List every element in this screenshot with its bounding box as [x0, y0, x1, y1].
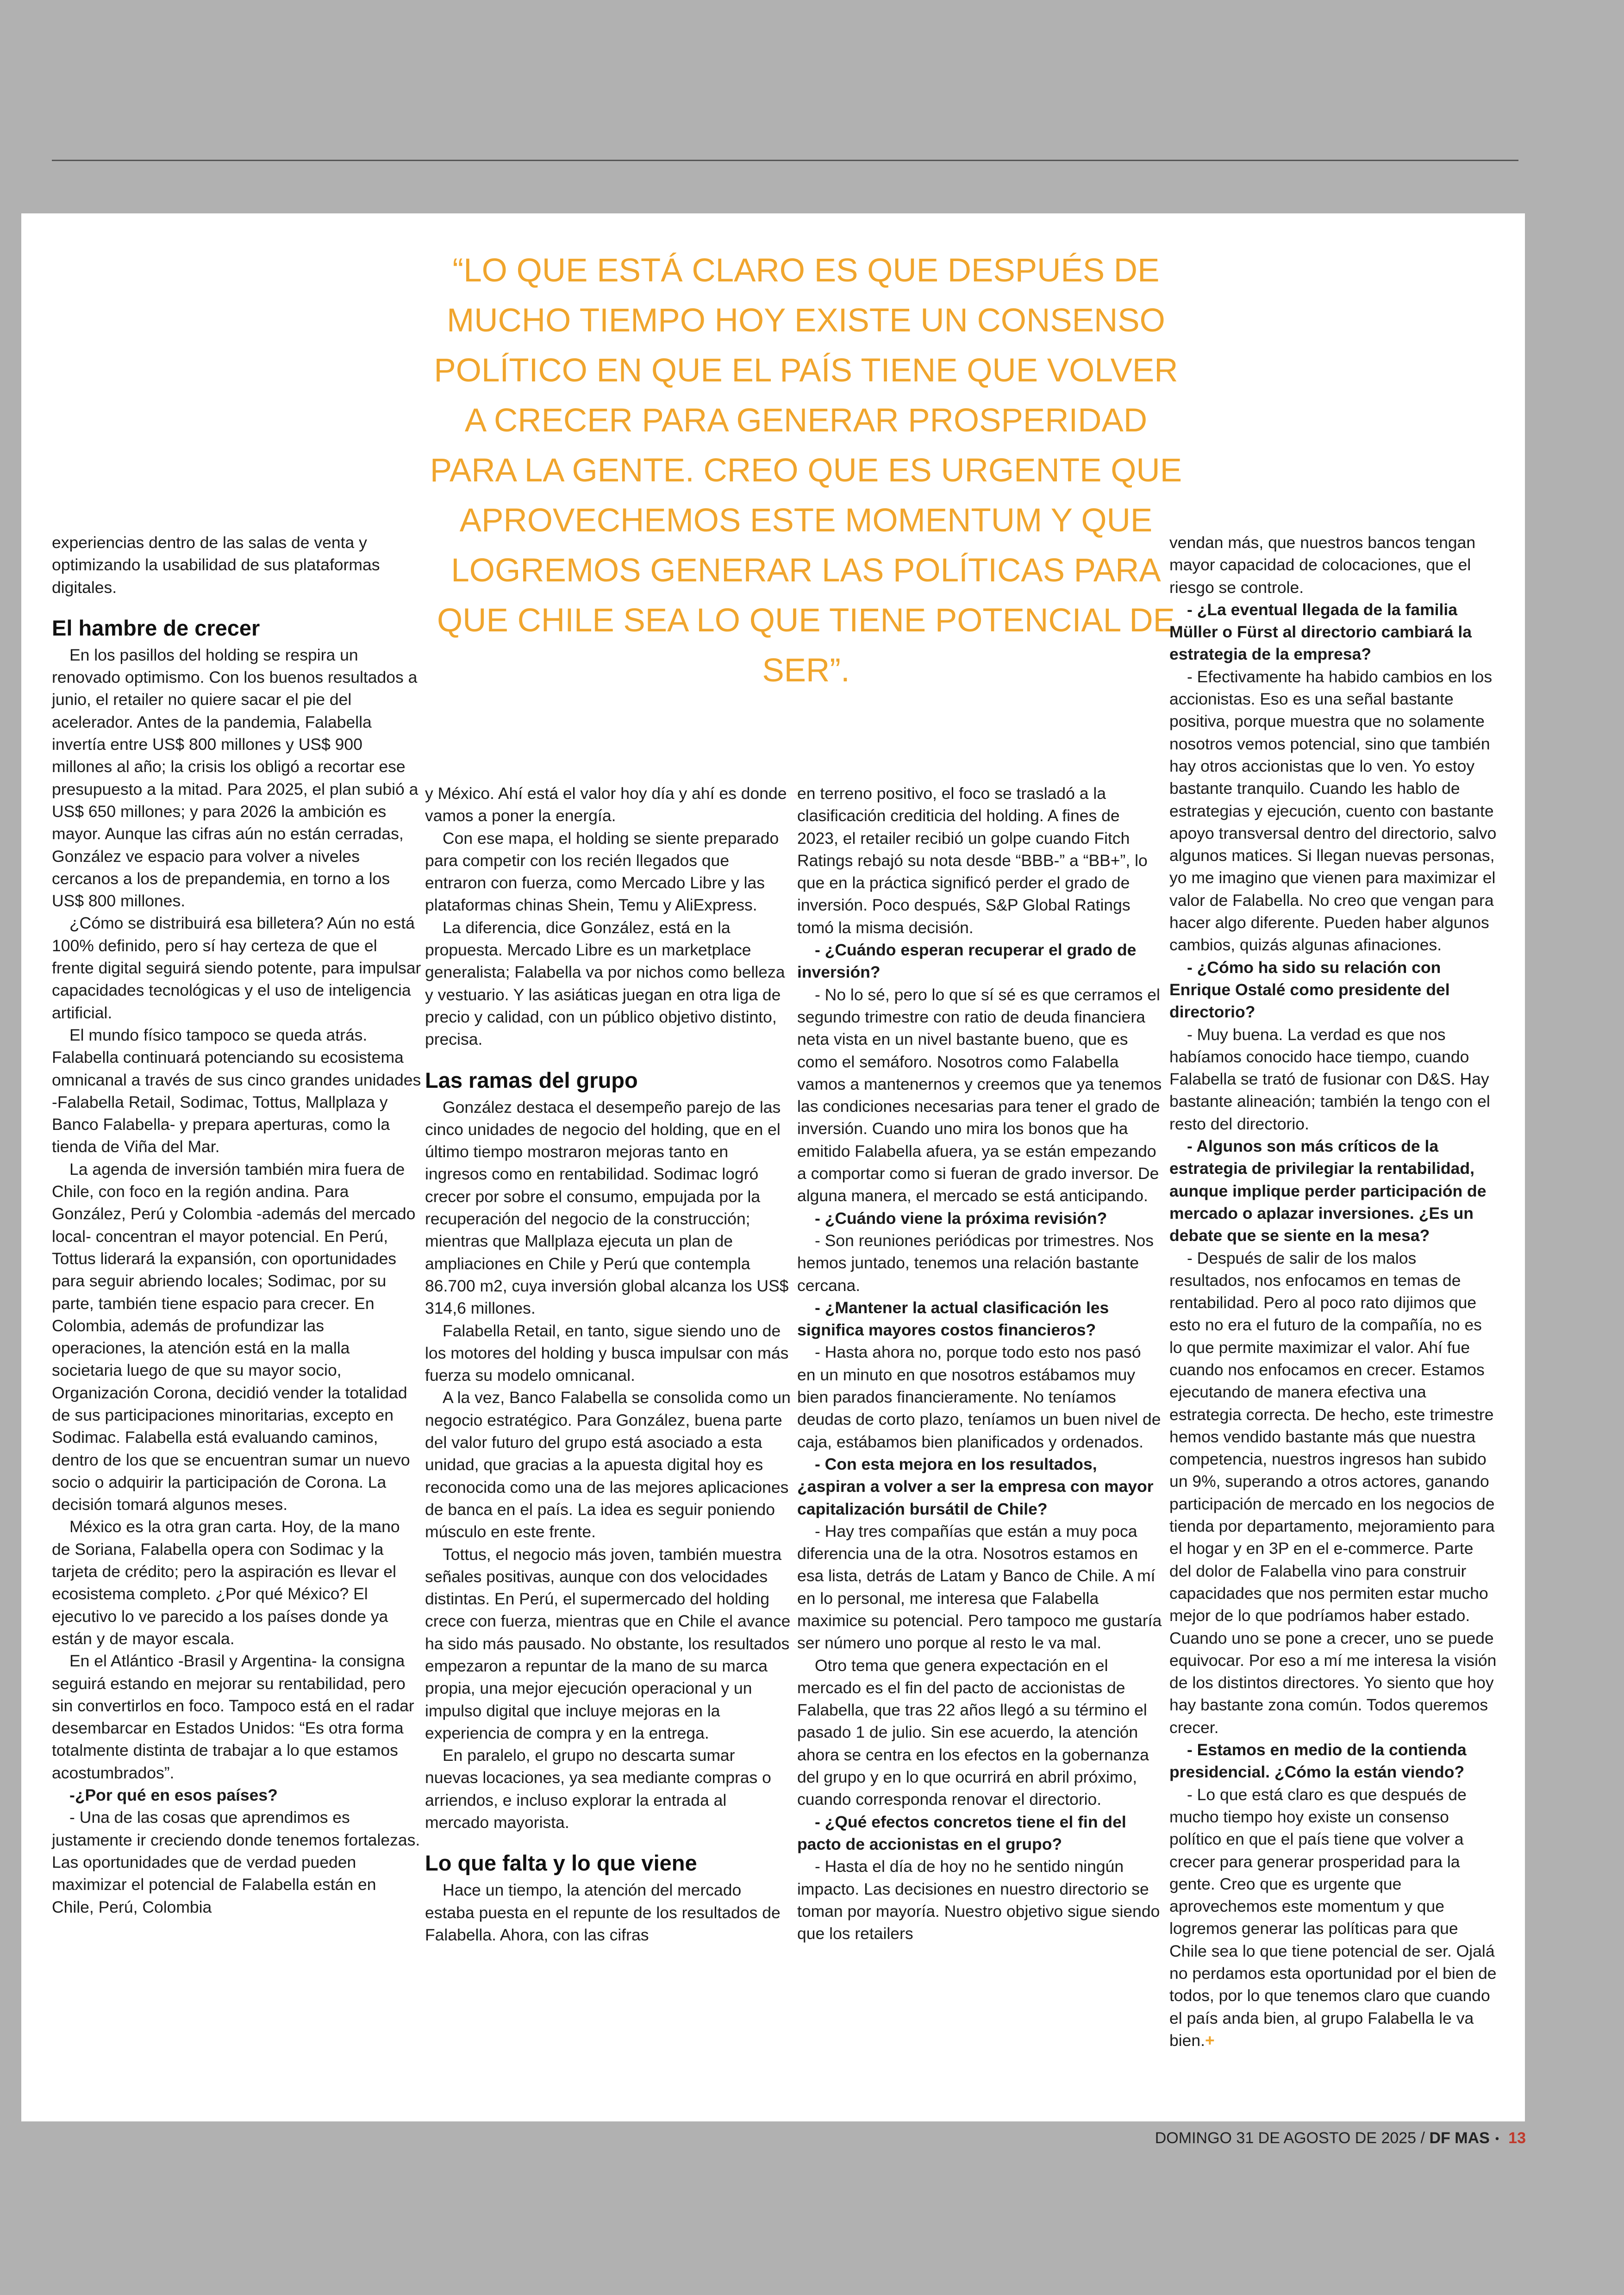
- interview-answer: - Después de salir de los malos resultados, nos enfocamos en temas de rentabilidad. Pero al poco rato dijimos que esto no era el futuro de la compañía, no es lo que permite maximizar el valor. Ahí fue cuando nos enfocamos en crecer. Estamos ejecutando de manera efectiva una estrategia correcta. De hecho, este trimestre hemos vendido bastante más que nuestra competencia, nuestros ingresos han subido un 9%, superando a otros actores, ganando participación de mercado en los negocios de tienda por departamento, mejoramiento para el hogar y en 3P en el e-commerce. Parte del dolor de Falabella vino para construir capacidades que nos permiten estar mucho mejor de lo que podríamos haber estado. Cuando uno se pone a crecer, uno se puede equivocar. Por eso a mí me interesa la visión de los distintos directores. Yo siento que hoy hay bastante zona común. Todos queremos crecer.: [1169, 1248, 1497, 1737]
- interview-question: - ¿La eventual llegada de la familia Müller o Fürst al directorio cambiará la estrategia de la empresa?: [1169, 600, 1472, 664]
- interview-question: - ¿Cuándo viene la próxima revisión?: [815, 1209, 1107, 1228]
- interview-question: - ¿Cómo ha sido su relación con Enrique Ostalé como presidente del directorio?: [1169, 958, 1450, 1022]
- interview-question: - ¿Mantener la actual clasificación les significa mayores costos financieros?: [797, 1298, 1109, 1340]
- bullet-icon: •: [1495, 2133, 1499, 2145]
- section-heading: Lo que falta y lo que viene: [425, 1851, 697, 1876]
- paragraph: Otro tema que genera expectación en el mercado es el fin del pacto de accionistas de Falabella, que tras 22 años llegó a su término el pasado 1 de julio. Sin ese acuerdo, la atención ahora se centra en los efectos en la gobernanza del grupo y en lo que ocurrirá en abril próximo, cuando corresponda renovar el directorio.: [797, 1656, 1149, 1809]
- interview-answer: - Muy buena. La verdad es que nos habíamos conocido hace tiempo, cuando Falabella se trató de fusionar con D&S. Hay bastante alineación; también la tengo con el resto del directorio.: [1169, 1025, 1490, 1133]
- paragraph: Con ese mapa, el holding se siente preparado para competir con los recién llegados que entraron con fuerza, como Mercado Libre y las plataformas chinas Shein, Temu y AliExpress.: [425, 829, 779, 915]
- pull-quote: “LO QUE ESTÁ CLARO ES QUE DESPUÉS DE MUCHO TIEMPO HOY EXISTE UN CONSENSO POLÍTICO EN QUE EL PAÍS TIENE QUE VOLVER A CRECER PARA GENERAR PROSPERIDAD PARA LA GENTE. CREO QUE ES URGENTE QUE APROVECHEMOS ESTE MOMENTUM Y QUE LOGREMOS GENERAR LAS POLÍTICAS PARA QUE CHILE SEA LO QUE TIENE POTENCIAL DE SER”.: [430, 252, 1182, 689]
- page-footer: [1155, 2129, 1526, 2147]
- paragraph: experiencias dentro de las salas de venta y optimizando la usabilidad de sus plataformas digitales.: [52, 533, 380, 597]
- paragraph: Falabella Retail, en tanto, sigue siendo uno de los motores del holding y busca impulsar con más fuerza su modelo omnicanal.: [425, 1321, 789, 1385]
- column-4: [1169, 531, 1498, 2052]
- paragraph: En paralelo, el grupo no descarta sumar nuevas locaciones, ya sea mediante compras o arriendos, e incluso explorar la entrada al mercado mayorista.: [425, 1746, 771, 1832]
- paragraph: y México. Ahí está el valor hoy día y ahí es donde vamos a poner la energía.: [425, 784, 787, 825]
- section-heading: El hambre de crecer: [52, 615, 260, 640]
- interview-question: - Algunos son más críticos de la estrategia de privilegiar la rentabilidad, aunque implique perder participación de mercado o aplazar inversiones. ¿Es un debate que se siente en la mesa?: [1169, 1137, 1487, 1245]
- interview-question: - ¿Qué efectos concretos tiene el fin del pacto de accionistas en el grupo?: [797, 1812, 1126, 1853]
- column-1: [52, 531, 422, 1918]
- answer-text: - Lo que está claro es que después de mucho tiempo hoy existe un consenso político en que el país tiene que volver a crecer para generar prosperidad para la gente. Creo que es urgente que aprovechemos este momentum y que logremos generar las políticas para que Chile sea lo que tiene potencial de ser. Ojalá no perdamos esta oportunidad por el bien de todos, por lo que tenemos claro que cuando el país anda bien, al grupo Falabella le va bien.: [1169, 1785, 1497, 2050]
- interview-question: - Estamos en medio de la contienda presidencial. ¿Cómo la están viendo?: [1169, 1740, 1467, 1782]
- paragraph: México es la otra gran carta. Hoy, de la mano de Soriana, Falabella opera con Sodimac y la tarjeta de crédito; pero la aspiración es llevar el ecosistema completo. ¿Por qué México? El ejecutivo lo ve parecido a los países donde ya están y de mayor escala.: [52, 1517, 400, 1648]
- paragraph: González destaca el desempeño parejo de las cinco unidades de negocio del holding, que en el último tiempo mostraron mejoras tanto en ingresos como en rentabilidad. Sodimac logró crecer por sobre el consumo, empujada por la recuperación del negocio de la construcción; mientras que Mallplaza ejecuta un plan de ampliaciones en Chile y Perú que contempla 86.700 m2, cuya inversión global alcanza los US$ 314,6 millones.: [425, 1098, 789, 1318]
- column-2: [425, 782, 791, 1946]
- interview-answer: - No lo sé, pero lo que sí sé es que cerramos el segundo trimestre con ratio de deuda financiera neta vista en un nivel bastante bueno, que es como el semáforo. Nosotros como Falabella vamos a mantenernos y creemos que ya tenemos las condiciones necesarias para tener el grado de inversión. Cuando uno mira los bonos que ha emitido Falabella afuera, ya se están empezando a comportar como si fueran de grado inversor. De alguna manera, el mercado se está anticipando.: [797, 985, 1162, 1205]
- header-rule: [52, 160, 1518, 161]
- paragraph: En los pasillos del holding se respira un renovado optimismo. Con los buenos resultados a junio, el retailer no quiere sacar el pie del acelerador. Antes de la pandemia, Falabella invertía entre US$ 800 millones y US$ 900 millones al año; la crisis los obligó a recortar ese presupuesto a la mitad. Para 2025, el plan subió a US$ 650 millones; y para 2026 la ambición es mayor. Aunque las cifras aún no están cerradas, González ve espacio para volver a niveles cercanos a los de prepandemia, en torno a los US$ 800 millones.: [52, 645, 418, 911]
- section-heading: Las ramas del grupo: [425, 1067, 638, 1092]
- column-3: [797, 782, 1163, 1945]
- paragraph: La agenda de inversión también mira fuera de Chile, con foco en la región andina. Para González, Perú y Colombia -además del mercado local- concentran el mayor potencial. En Perú, Tottus liderará la expansión, con oportunidades para seguir abriendo locales; Sodimac, por su parte, también tiene espacio para crecer. En Colombia, además de profundizar las operaciones, la atención está en la malla societaria luego de que su mayor socio, Organización Corona, decidió vender la totalidad de sus participaciones minoritarias, excepto en Sodimac. Falabella está evaluando caminos, dentro de los que se encuentran sumar un nuevo socio o adquirir la participación de Corona. La decisión tomará algunos meses.: [52, 1160, 416, 1514]
- interview-question: -¿Por qué en esos países?: [69, 1786, 278, 1805]
- paragraph: En el Atlántico -Brasil y Argentina- la consigna seguirá estando en mejorar su rentabilidad, pero sin convertirlos en foco. Tampoco está en el radar desembarcar en Estados Unidos: “Es otra forma totalmente distinta de trabajar a lo que estamos acostumbrados”.: [52, 1652, 414, 1782]
- interview-question: - Con esta mejora en los resultados, ¿aspiran a volver a ser la empresa con mayor capitalización bursátil de Chile?: [797, 1454, 1154, 1518]
- issue-date: DOMINGO 31 DE AGOSTO DE 2025 /: [1155, 2129, 1425, 2147]
- interview-answer: - Hay tres compañías que están a muy poca diferencia una de la otra. Nosotros estamos en esa lista, detrás de Latam y Banco de Chile. A mí en lo personal, me interesa que Falabella maximice su potencial. Pero tampoco me gustaría ser número uno porque al resto le va mal.: [797, 1522, 1162, 1653]
- paragraph: La diferencia, dice González, está en la propuesta. Mercado Libre es un marketplace generalista; Falabella va por nichos como belleza y vestuario. Y las asiáticas juegan en otra liga de precio y calidad, con un público objetivo distinto, precisa.: [425, 918, 785, 1049]
- interview-answer: - Una de las cosas que aprendimos es justamente ir creciendo donde tenemos fortalezas. Las oportunidades que de verdad pueden maximizar el potencial de Falabella están en Chile, Perú, Colombia: [52, 1808, 420, 1916]
- end-mark-icon: +: [1205, 2031, 1215, 2050]
- interview-answer: [1169, 1784, 1498, 2052]
- interview-question: - ¿Cuándo esperan recuperar el grado de inversión?: [797, 941, 1137, 982]
- paragraph: ¿Cómo se distribuirá esa billetera? Aún no está 100% definido, pero sí hay certeza de que el frente digital seguirá siendo potente, para impulsar capacidades tecnológicas y el uso de inteligencia artificial.: [52, 914, 421, 1022]
- paragraph: Hace un tiempo, la atención del mercado estaba puesta en el repunte de los resultados de Falabella. Ahora, con las cifras: [425, 1881, 781, 1944]
- paragraph: vendan más, que nuestros bancos tengan mayor capacidad de colocaciones, que el riesgo se controle.: [1169, 533, 1476, 597]
- interview-answer: - Son reuniones periódicas por trimestres. Nos hemos juntado, tenemos una relación bastante cercana.: [797, 1231, 1154, 1295]
- interview-answer: - Hasta el día de hoy no he sentido ningún impacto. Las decisiones en nuestro directorio se toman por mayoría. Nuestro objetivo sigue siendo que los retailers: [797, 1857, 1160, 1943]
- page-number: 13: [1508, 2129, 1526, 2147]
- paragraph: A la vez, Banco Falabella se consolida como un negocio estratégico. Para González, buena parte del valor futuro del grupo está asociado a esta unidad, que gracias a la apuesta digital hoy es reconocida como una de las mejores aplicaciones de banca en el país. La idea es seguir poniendo músculo en este frente.: [425, 1388, 791, 1541]
- article-page: [21, 213, 1525, 2121]
- interview-answer: - Hasta ahora no, porque todo esto nos pasó en un minuto en que nosotros estábamos muy bien parados financieramente. No teníamos deudas de corto plazo, teníamos un buen nivel de caja, estábamos bien planificados y ordenados.: [797, 1343, 1161, 1451]
- paragraph: en terreno positivo, el foco se trasladó a la clasificación crediticia del holding. A fines de 2023, el retailer recibió un golpe cuando Fitch Ratings rebajó su nota desde “BBB-” a “BB+”, lo que en la práctica significó perder el grado de inversión. Poco después, S&P Global Ratings tomó la misma decisión.: [797, 784, 1148, 937]
- paragraph: El mundo físico tampoco se queda atrás. Falabella continuará potenciando su ecosistema omnicanal a través de sus cinco grandes unidades -Falabella Retail, Sodimac, Tottus, Mallplaza y Banco Falabella- y prepara aperturas, como la tienda de Viña del Mar.: [52, 1025, 421, 1156]
- interview-answer: - Efectivamente ha habido cambios en los accionistas. Eso es una señal bastante positiva, porque muestra que no solamente nosotros vemos potencial, sino que también hay otros accionistas que lo ven. Yo estoy bastante tranquilo. Cuando les hablo de estrategias y ejecución, cuento con bastante apoyo transversal dentro del directorio, salvo algunos matices. Si llegan nuevas personas, yo me imagino que vienen para maximizar el valor de Falabella. No creo que vengan para hacer algo diferente. Pueden haber algunos cambios, quizás algunas afinaciones.: [1169, 667, 1497, 954]
- paragraph: Tottus, el negocio más joven, también muestra señales positivas, aunque con dos velocidades distintas. En Perú, el supermercado del holding crece con fuerza, mientras que en Chile el avance ha sido más pausado. No obstante, los resultados empezaron a repuntar de la mano de su marca propia, una mejor ejecución operacional y un impulso digital que incluye mejoras en la experiencia de compra y en la entrega.: [425, 1545, 791, 1742]
- publication-name: DF MAS: [1429, 2129, 1490, 2147]
